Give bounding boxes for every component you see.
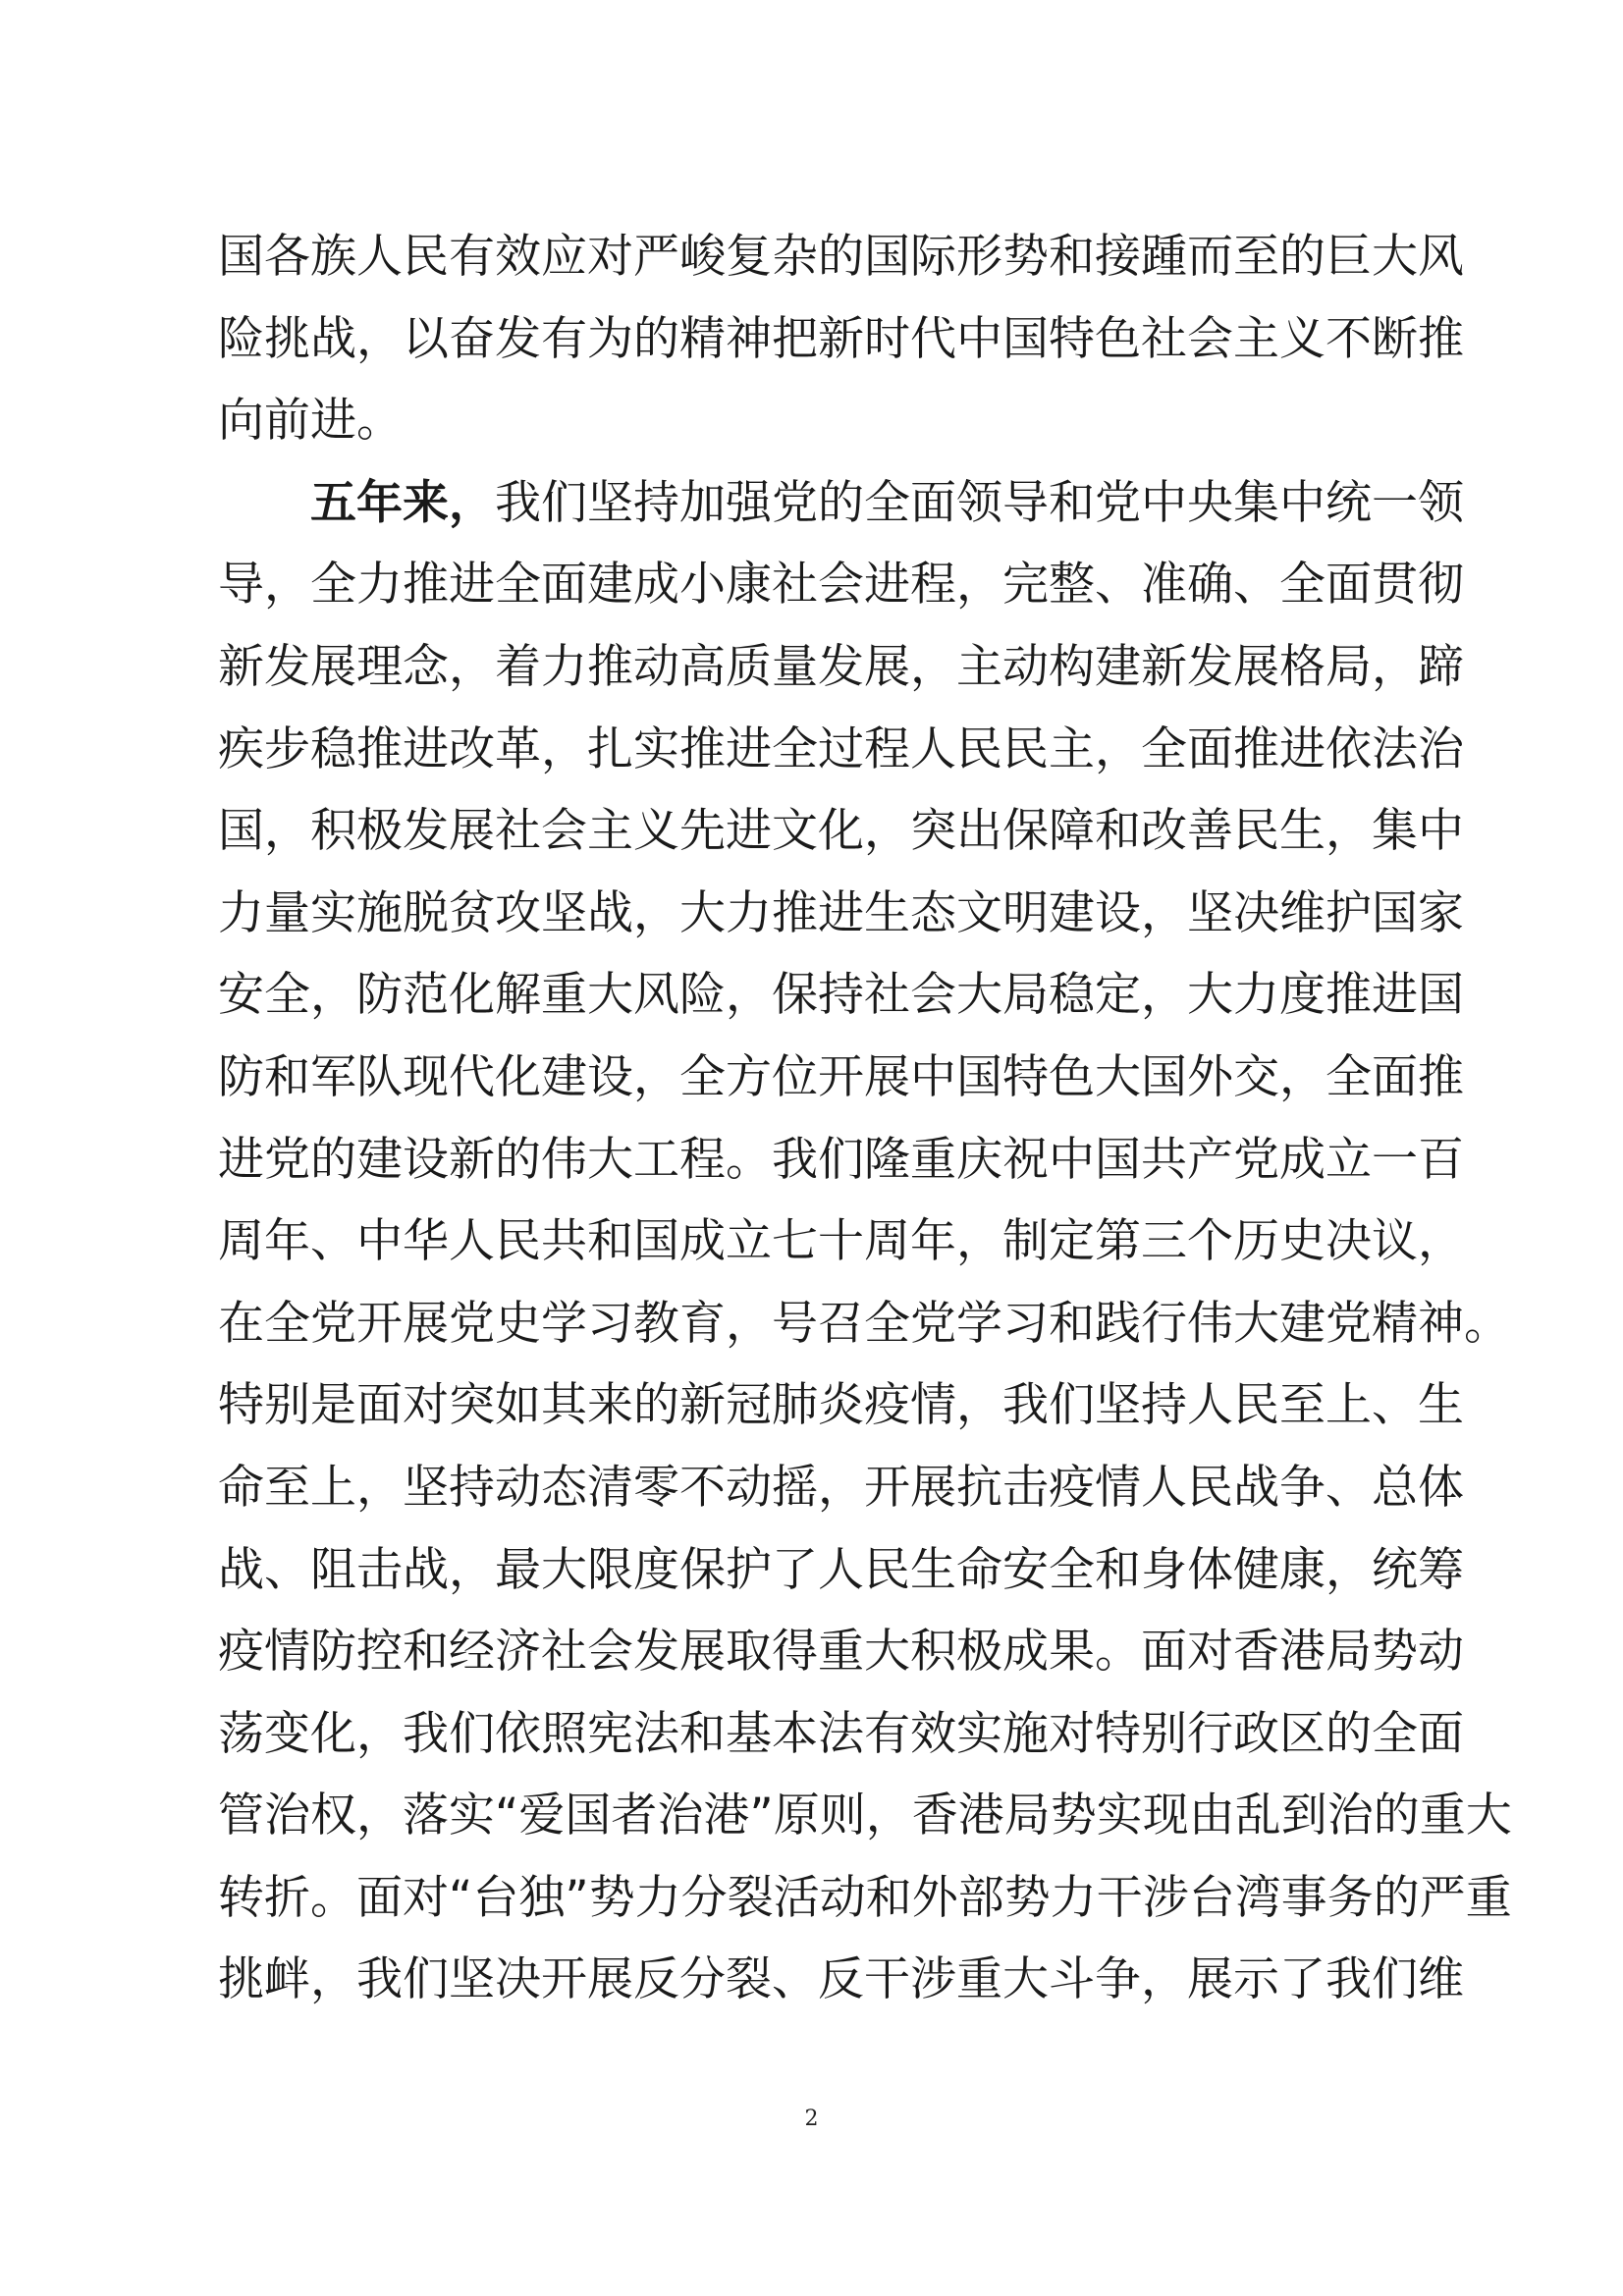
page-number: 2 [804,2107,819,2131]
text-line-first [218,462,1464,545]
text-line: 险挑战，以奋发有为的精神把新时代中国特色社会主义不断推 [218,311,1464,366]
text-line: 力量实施脱贫攻坚战，大力推进生态文明建设，坚决维护国家 [218,885,1464,940]
text-line: 国各族人民有效应对严峻复杂的国际形势和接踵而至的巨大风 [218,230,1464,284]
text-line: 周年、中华人民共和国成立七十周年，制定第三个历史决议， [218,1214,1464,1269]
text-line: 战、阻击战，最大限度保护了人民生命安全和身体健康，统筹 [218,1542,1464,1597]
text-line: 命至上，坚持动态清零不动摇，开展抗击疫情人民战争、总体 [218,1460,1464,1515]
text-line: 挑衅，我们坚决开展反分裂、反干涉重大斗争，展示了我们维 [218,1952,1464,2007]
text-line: 疾步稳推进改革，扎实推进全过程人民民主，全面推进依法治 [218,721,1464,776]
text-line: 荡变化，我们依照宪法和基本法有效实施对特别行政区的全面 [218,1706,1464,1761]
body-text [218,216,1512,2021]
text-line: 进党的建设新的伟大工程。我们隆重庆祝中国共产党成立一百 [218,1132,1464,1187]
text-line: 转折。面对“台独”势力分裂活动和外部势力干涉台湾事务的严重 [218,1870,1512,1925]
text-line: 导，全力推进全面建成小康社会进程，完整、准确、全面贯彻 [218,558,1464,613]
text-line: 防和军队现代化建设，全方位开展中国特色大国外交，全面推 [218,1049,1464,1104]
text-line: 新发展理念，着力推动高质量发展，主动构建新发展格局，蹄 [218,639,1464,694]
text-line: 特别是面对突如其来的新冠肺炎疫情，我们坚持人民至上、生 [218,1378,1464,1433]
text-line-rest: 我们坚持加强党的全面领导和党中央集中统一领 [495,475,1464,530]
paragraph-1 [218,216,1464,462]
text-line: 向前进。 [218,394,403,449]
text-line: 在全党开展党史学习教育，号召全党学习和践行伟大建党精神。 [218,1296,1510,1351]
text-line: 管治权，落实“爱国者治港”原则，香港局势实现由乱到治的重大 [218,1789,1512,1843]
paragraph-2 [218,462,1512,2021]
text-line: 安全，防范化解重大风险，保持社会大局稳定，大力度推进国 [218,968,1464,1023]
paragraph-lead: 五年来， [310,475,495,530]
text-line: 疫情防控和经济社会发展取得重大积极成果。面对香港局势动 [218,1625,1464,1680]
text-line: 国，积极发展社会主义先进文化，突出保障和改善民生，集中 [218,804,1464,859]
